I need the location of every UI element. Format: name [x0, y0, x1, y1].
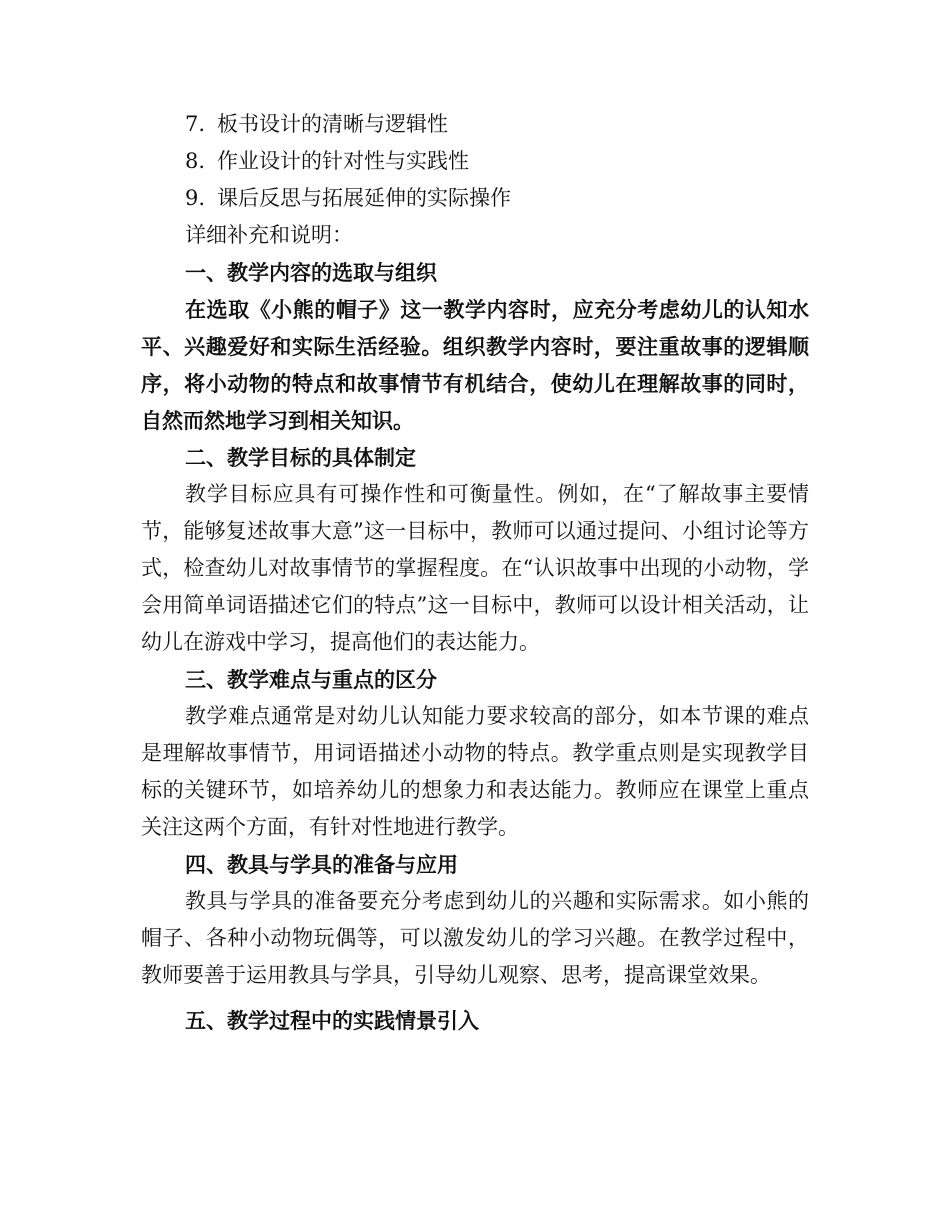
- section-body-3: 教学难点通常是对幼儿认知能力要求较高的部分，如本节课的难点是理解故事情节，用词语描述小动物的特点。教学重点则是实现教学目标的关键环节，如培养幼儿的想象力和表达能力。教师应在课堂上重点关注这两个方面，有针对性地进行教学。: [141, 704, 809, 839]
- section-heading-5: 五、教学过程中的实践情景引入: [185, 1008, 479, 1033]
- list-item: [141, 143, 809, 180]
- section-heading-4: 四、教具与学具的准备与应用: [185, 852, 458, 877]
- list-item: [141, 180, 809, 217]
- section-body-4: 教具与学具的准备要充分考虑到幼儿的兴趣和实际需求。如小熊的帽子、各种小动物玩偶等，可以激发幼儿的学习兴趣。在教学过程中，教师要善于运用教具与学具，引导幼儿观察、思考，提高课堂效果。: [141, 889, 809, 987]
- section-heading-2: 二、教学目标的具体制定: [185, 445, 416, 470]
- section-body-2: 教学目标应具有可操作性和可衡量性。例如，在“了解故事主要情节，能够复述故事大意”这一目标中，教师可以通过提问、小组讨论等方式，检查幼儿对故事情节的掌握程度。在“认识故事中出现的小动物，学会用简单词语描述它们的特点”这一目标中，教师可以设计相关活动，让幼儿在游戏中学习，提高他们的表达能力。: [141, 482, 809, 654]
- section-heading-3: 三、教学难点与重点的区分: [185, 667, 437, 692]
- list-number: 8.: [185, 149, 206, 173]
- intro-text: 详细补充和说明：: [185, 223, 353, 247]
- list-number: 9.: [185, 186, 206, 210]
- section-heading-1: 一、教学内容的选取与组织: [185, 260, 437, 285]
- list-text: 课后反思与拓展延伸的实际操作: [217, 186, 511, 210]
- list-number: 7.: [185, 112, 206, 136]
- list-text: 作业设计的针对性与实践性: [217, 149, 469, 173]
- list-item: [141, 106, 809, 143]
- section-body-1: 在选取《小熊的帽子》这一教学内容时，应充分考虑幼儿的认知水平、兴趣爱好和实际生活经验。组织教学内容时，要注重故事的逻辑顺序，将小动物的特点和故事情节有机结合，使幼儿在理解故事的同时，自然而然地学习到相关知识。: [141, 297, 809, 433]
- document-content: [141, 106, 809, 1039]
- list-text: 板书设计的清晰与逻辑性: [217, 112, 448, 136]
